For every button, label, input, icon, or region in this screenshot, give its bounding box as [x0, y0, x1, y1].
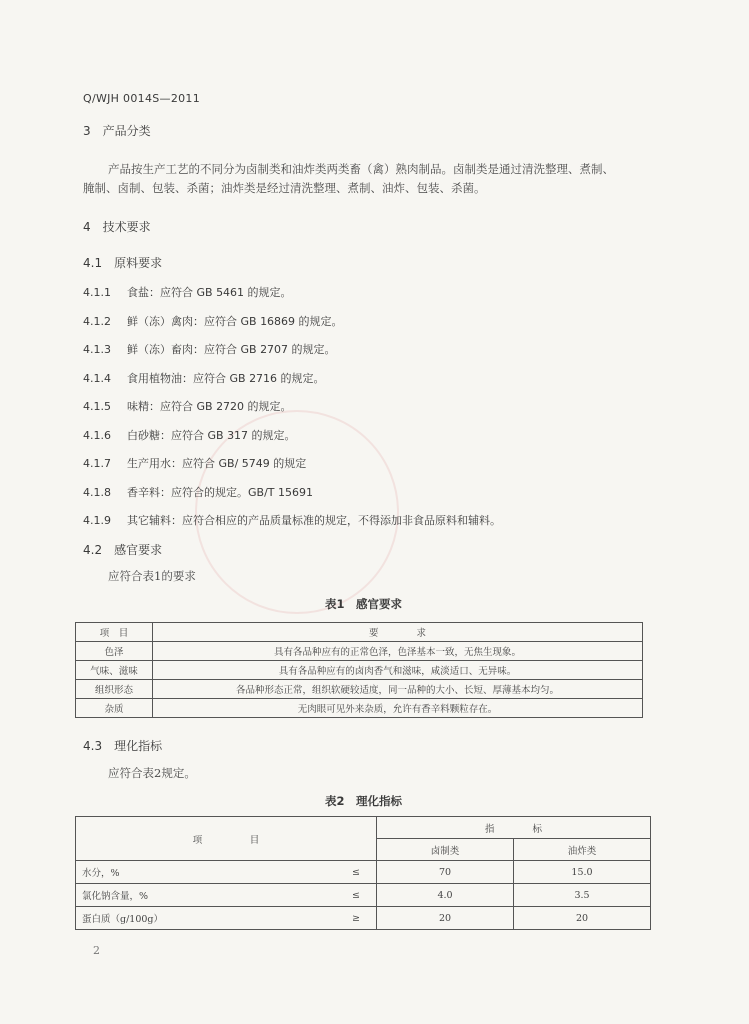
table-cell: 杂质	[76, 699, 153, 718]
table-header-cell: 卤制类	[377, 839, 514, 861]
table-cell: 20	[514, 907, 651, 930]
table-header-row	[76, 623, 643, 642]
table-cell: ≥	[336, 907, 377, 930]
table-row	[76, 907, 651, 930]
table-header-cell: 项 目	[76, 817, 377, 861]
section-3-line-1: 产品按生产工艺的不同分为卤制类和油炸类两类畜（禽）熟肉制品。卤制类是通过清洗整理、煮制、	[108, 162, 614, 176]
table-cell: 蛋白质（g/100g）	[76, 907, 337, 930]
list-item: 4.1.6 白砂糖：应符合 GB 317 的规定。	[83, 429, 296, 442]
table-cell: 70	[377, 861, 514, 884]
list-item: 4.1.9 其它辅料：应符合相应的产品质量标准的规定，不得添加非食品原料和辅料。	[83, 514, 501, 527]
list-item: 4.1.8 香辛料：应符合的规定。GB/T 15691	[83, 486, 313, 499]
physicochemical-index-table	[75, 816, 651, 930]
list-item: 4.1.5 味精：应符合 GB 2720 的规定。	[83, 400, 292, 413]
list-item: 4.1.3 鲜（冻）畜肉：应符合 GB 2707 的规定。	[83, 343, 336, 356]
document-code-header: Q/WJH 0014S—2011	[83, 92, 201, 105]
section-4-3-text: 应符合表2规定。	[108, 766, 196, 780]
table-row	[76, 642, 643, 661]
table-header-cell: 指 标	[377, 817, 651, 839]
table-cell: 组织形态	[76, 680, 153, 699]
table-cell: 气味、滋味	[76, 661, 153, 680]
list-item: 4.1.7 生产用水：应符合 GB/ 5749 的规定	[83, 457, 307, 470]
table-header-cell: 项 目	[76, 623, 153, 642]
table-cell: 具有各品种应有的卤肉香气和滋味，咸淡适口、无异味。	[153, 661, 643, 680]
table-header-cell: 油炸类	[514, 839, 651, 861]
sensory-requirements-table	[75, 622, 643, 718]
list-item: 4.1.4 食用植物油：应符合 GB 2716 的规定。	[83, 372, 325, 385]
table-cell: 无肉眼可见外来杂质，允许有香辛料颗粒存在。	[153, 699, 643, 718]
list-item: 4.1.1 食盐：应符合 GB 5461 的规定。	[83, 286, 292, 299]
section-4-title: 4 技术要求	[83, 220, 151, 234]
table-row	[76, 861, 651, 884]
table-cell: 20	[377, 907, 514, 930]
section-4-3-title: 4.3 理化指标	[83, 739, 163, 753]
table-1-caption: 表1 感官要求	[325, 597, 403, 611]
section-4-2-text: 应符合表1的要求	[108, 569, 196, 583]
section-3-title: 3 产品分类	[83, 124, 151, 138]
table-cell: 15.0	[514, 861, 651, 884]
table-header-cell: 要 求	[153, 623, 643, 642]
section-4-1-title: 4.1 原料要求	[83, 256, 163, 270]
table-row	[76, 680, 643, 699]
table-cell: 4.0	[377, 884, 514, 907]
table-cell: 3.5	[514, 884, 651, 907]
table-row	[76, 884, 651, 907]
table-cell: 水分，%	[76, 861, 337, 884]
table-cell: ≤	[336, 861, 377, 884]
table-2-caption: 表2 理化指标	[325, 794, 403, 808]
list-item: 4.1.2 鲜（冻）禽肉：应符合 GB 16869 的规定。	[83, 315, 343, 328]
table-row	[76, 699, 643, 718]
section-4-2-title: 4.2 感官要求	[83, 543, 163, 557]
table-cell: 各品种形态正常，组织软硬较适度，同一品种的大小、长短、厚薄基本均匀。	[153, 680, 643, 699]
table-cell: 色泽	[76, 642, 153, 661]
section-3-line-2: 腌制、卤制、包装、杀菌；油炸类是经过清洗整理、煮制、油炸、包装、杀菌。	[83, 181, 486, 195]
page-number: 2	[93, 944, 100, 957]
table-cell: 具有各品种应有的正常色泽，色泽基本一致，无焦生现象。	[153, 642, 643, 661]
table-header-row	[76, 817, 651, 839]
table-cell: ≤	[336, 884, 377, 907]
table-cell: 氯化钠含量，%	[76, 884, 337, 907]
table-row	[76, 661, 643, 680]
